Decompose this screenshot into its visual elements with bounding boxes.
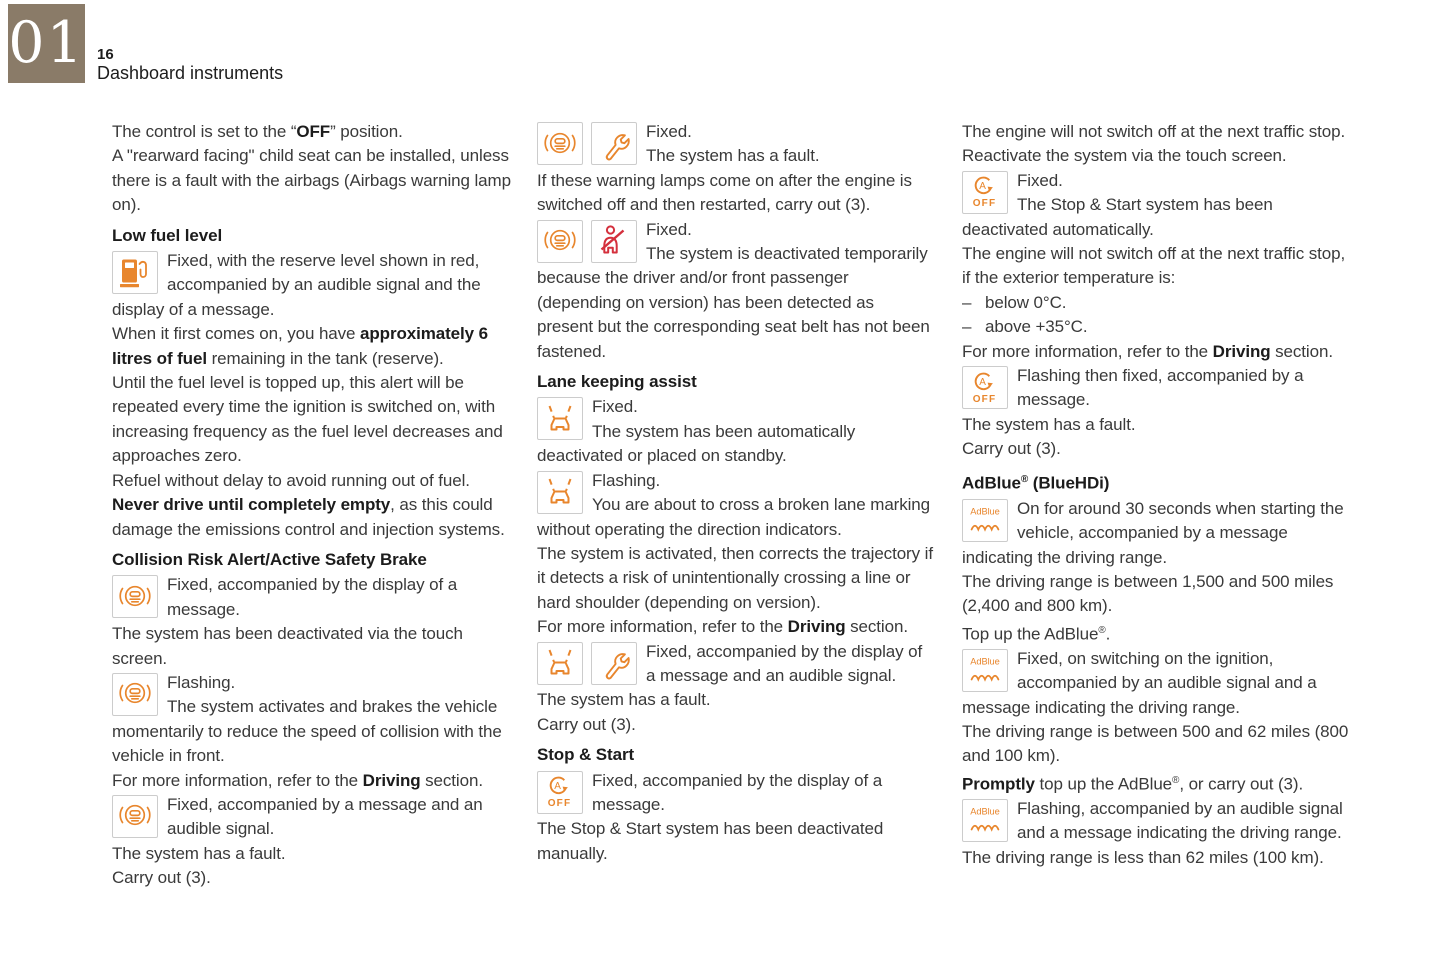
- paragraph: [112, 769, 516, 793]
- text-run: above +35°C.: [985, 317, 1088, 337]
- text-run: Carry out (3).: [112, 868, 211, 888]
- list-item: [962, 291, 1353, 315]
- seatbelt-icon: [591, 220, 637, 263]
- text-run: The driving range is between 1,500 and 500 miles (2,400 and 800 km).: [962, 571, 1334, 616]
- text-run: The Stop & Start system has been deactivated automatically.: [962, 195, 1273, 239]
- text-run: For more information, refer to the: [112, 770, 363, 790]
- paragraph: [112, 573, 516, 622]
- text-run: The Stop & Start system has been deactivated manually.: [537, 819, 884, 863]
- text-run: ®: [1020, 473, 1029, 485]
- warning-lamp-entry: [537, 469, 933, 542]
- paragraph: [112, 144, 516, 217]
- text-run: The engine will not switch off at the next traffic stop.: [962, 122, 1346, 141]
- text-run: On for around 30 seconds when starting the vehicle, accompanied by a message indicating the driving range.: [962, 498, 1344, 567]
- text-run: Fixed, on switching on the ignition, accompanied by an audible signal and a message indicating the driving range.: [962, 648, 1317, 717]
- warning-lamp-entry: [537, 120, 933, 169]
- warning-lamp-icons: [112, 575, 158, 618]
- paragraph: [537, 542, 933, 615]
- text-run: Fixed.: [1017, 170, 1063, 190]
- stop-start-off-label: OFF: [547, 798, 572, 810]
- paragraph: [112, 469, 516, 493]
- text-column: [112, 120, 516, 891]
- chapter-number: 01: [8, 10, 85, 76]
- text-run: below 0°C.: [985, 292, 1067, 312]
- text-column: [962, 120, 1353, 870]
- text-run: The system has been automatically deactivated or placed on standby.: [537, 421, 856, 466]
- text-run: , as this could damage the emissions control and injection systems.: [112, 495, 505, 539]
- paragraph: [962, 769, 1353, 797]
- warning-lamp-icons: [537, 471, 583, 514]
- paragraph: [962, 144, 1353, 168]
- chapter-number-box: [8, 4, 85, 83]
- section-heading: [537, 743, 933, 767]
- text-run: Top up the AdBlue: [962, 624, 1099, 644]
- section-heading: [962, 468, 1353, 496]
- warning-lamp-entry: [537, 769, 933, 818]
- text-run: Until the fuel level is topped up, this alert will be repeated every time the ignition is switched on, with increasing frequency as the fuel level decreases and approaches zero.: [112, 373, 503, 466]
- lane-assist-icon: [537, 397, 583, 440]
- warning-lamp-entry: [962, 497, 1353, 570]
- paragraph: [962, 242, 1353, 291]
- text-run: Lane keeping assist: [537, 372, 697, 392]
- paragraph: [537, 169, 933, 218]
- text-run: If these warning lamps come on after the engine is switched off and then restarted, carry out (3).: [537, 170, 912, 215]
- text-run: Driving: [1212, 341, 1271, 361]
- text-column: [537, 120, 933, 866]
- text-run: Never drive until completely empty: [112, 495, 391, 515]
- paragraph: [112, 322, 516, 371]
- warning-lamp-icons: [112, 251, 158, 294]
- paragraph: [962, 120, 1353, 144]
- warning-lamp-entry: [112, 249, 516, 322]
- warning-lamp-icons: [962, 799, 1008, 842]
- text-run: The system has a fault.: [112, 843, 286, 863]
- paragraph: [962, 340, 1353, 364]
- text-run: Fixed.: [646, 219, 692, 239]
- text-run: Stop & Start: [537, 745, 635, 765]
- text-run: section.: [845, 617, 908, 637]
- paragraph: [962, 570, 1353, 619]
- paragraph: [112, 120, 516, 144]
- stop-start-off-label: OFF: [972, 198, 997, 210]
- paragraph: [112, 622, 516, 671]
- text-run: Fixed.: [646, 122, 692, 141]
- adblue-label: AdBlue: [970, 656, 1000, 667]
- paragraph: [537, 817, 933, 866]
- warning-lamp-icons: [112, 673, 158, 716]
- paragraph: [962, 619, 1353, 647]
- lane-assist-icon: [537, 642, 583, 685]
- warning-lamp-entry: [962, 647, 1353, 720]
- warning-lamp-entry: [537, 640, 933, 689]
- warning-lamp-icons: [962, 171, 1008, 214]
- warning-lamp-entry: [112, 793, 516, 842]
- text-run: A "rearward facing" child seat can be installed, unless there is a fault with the airbags (Airbags warning lamp on).: [112, 146, 511, 215]
- warning-lamp-icons: [537, 642, 637, 685]
- text-run: Collision Risk Alert/Active Safety Brake: [112, 549, 427, 569]
- text-run: Refuel without delay to avoid running out of fuel.: [112, 470, 470, 490]
- paragraph: [537, 769, 933, 818]
- text-run: , or carry out (3).: [1179, 774, 1304, 794]
- text-run: The engine will not switch off at the next traffic stop, if the exterior temperature is:: [962, 244, 1346, 288]
- text-run: You are about to cross a broken lane marking without operating the direction indicators.: [537, 495, 931, 539]
- paragraph: [537, 615, 933, 639]
- text-run: .: [1105, 624, 1111, 644]
- text-run: Low fuel level: [112, 225, 223, 245]
- text-run: AdBlue: [962, 473, 1021, 493]
- paragraph: [962, 497, 1353, 570]
- text-run: The control is set to the “: [112, 122, 297, 141]
- paragraph: [537, 469, 933, 493]
- text-run: Driving: [362, 770, 421, 790]
- paragraph: [537, 395, 933, 419]
- paragraph: [112, 249, 516, 322]
- paragraph: [962, 413, 1353, 437]
- paragraph: [962, 193, 1353, 242]
- paragraph: [962, 364, 1353, 413]
- warning-lamp-entry: [112, 573, 516, 622]
- text-run: Fixed, accompanied by the display of a message.: [592, 770, 883, 814]
- collision-risk-icon: [537, 220, 583, 263]
- adblue-label: AdBlue: [970, 806, 1000, 817]
- section-heading: [537, 370, 933, 394]
- text-run: Flashing, accompanied by an audible signal and a message indicating the driving range.: [1017, 798, 1343, 843]
- list-item: [962, 315, 1353, 339]
- stop-start-letter: A: [979, 181, 986, 193]
- warning-lamp-icons: [537, 122, 637, 165]
- text-run: Fixed.: [592, 397, 638, 417]
- section-heading: [112, 548, 516, 572]
- adblue-label: AdBlue: [970, 506, 1000, 517]
- paragraph: [112, 671, 516, 695]
- text-run: The system has a fault.: [962, 414, 1136, 434]
- adblue-icon: [962, 649, 1008, 692]
- text-run: Fixed, accompanied by the display of a message and an audible signal.: [646, 641, 923, 685]
- paragraph: [962, 797, 1353, 846]
- paragraph: [537, 713, 933, 737]
- paragraph: [537, 493, 933, 542]
- page-number: 16: [97, 46, 114, 63]
- text-run: ®: [1172, 774, 1180, 786]
- text-run: section.: [1270, 341, 1333, 361]
- text-run: The system has a fault.: [537, 690, 711, 710]
- text-run: For more information, refer to the: [962, 341, 1213, 361]
- paragraph: [537, 420, 933, 469]
- warning-lamp-icons: [537, 771, 583, 814]
- lane-assist-icon: [537, 471, 583, 514]
- text-run: Fixed, with the reserve level shown in red, accompanied by an audible signal and the display of a message.: [112, 251, 481, 319]
- text-run: remaining in the tank (reserve).: [206, 348, 444, 368]
- text-run: The driving range is between 500 and 62 miles (800 and 100 km).: [962, 722, 1349, 766]
- text-run: The driving range is less than 62 miles (100 km).: [962, 847, 1324, 867]
- page-title: Dashboard instruments: [97, 63, 284, 83]
- stop-start-off-label: OFF: [972, 393, 997, 405]
- text-run: section.: [420, 770, 483, 790]
- collision-risk-icon: [112, 795, 158, 838]
- stop-start-off-icon: [537, 771, 583, 814]
- text-run: The system activates and brakes the vehicle momentarily to reduce the speed of collision with the vehicle in front.: [112, 697, 502, 766]
- warning-lamp-entry: [962, 169, 1353, 242]
- text-run: Driving: [787, 617, 846, 637]
- text-run: For more information, refer to the: [537, 617, 788, 637]
- list-dash: –: [962, 292, 972, 312]
- text-run: The system has been deactivated via the touch screen.: [112, 624, 463, 668]
- stop-start-letter: A: [979, 376, 986, 388]
- wrench-icon: [591, 642, 637, 685]
- text-run: Flashing then fixed, accompanied by a message.: [1017, 366, 1304, 410]
- adblue-icon: [962, 499, 1008, 542]
- text-run: The system has a fault.: [646, 146, 820, 166]
- stop-start-off-icon: [962, 366, 1008, 409]
- warning-lamp-entry: [537, 395, 933, 468]
- wrench-icon: [591, 122, 637, 165]
- warning-lamp-entry: [112, 671, 516, 769]
- warning-lamp-icons: [962, 499, 1008, 542]
- paragraph: [112, 371, 516, 469]
- text-run: Carry out (3).: [537, 714, 636, 734]
- list-dash: –: [962, 317, 972, 337]
- text-run: ” position.: [330, 122, 403, 141]
- warning-lamp-icons: [537, 397, 583, 440]
- text-run: Reactivate the system via the touch screen.: [962, 146, 1287, 166]
- text-run: Fixed, accompanied by a message and an audible signal.: [167, 794, 483, 839]
- paragraph: [962, 647, 1353, 720]
- warning-lamp-icons: [537, 220, 637, 263]
- text-run: Flashing.: [167, 672, 236, 692]
- paragraph: [962, 169, 1353, 193]
- warning-lamp-icons: [962, 366, 1008, 409]
- warning-lamp-entry: [962, 797, 1353, 846]
- paragraph: [112, 793, 516, 842]
- paragraph: [537, 688, 933, 712]
- text-run: ®: [1098, 624, 1106, 636]
- text-run: Flashing.: [592, 470, 661, 490]
- text-run: The system is activated, then corrects the trajectory if it detects a risk of unintentionally crossing a line or hard shoulder (depending on version).: [537, 543, 933, 612]
- stop-start-letter: A: [554, 781, 561, 793]
- paragraph: [962, 846, 1353, 870]
- text-run: approximately 6 litres of fuel: [112, 324, 488, 368]
- collision-risk-icon: [112, 575, 158, 618]
- fuel-pump-icon: [112, 251, 158, 294]
- text-run: OFF: [296, 122, 331, 141]
- paragraph: [112, 493, 516, 542]
- paragraph: [962, 720, 1353, 769]
- paragraph: [112, 866, 516, 890]
- text-run: Promptly: [962, 774, 1035, 794]
- warning-lamp-entry: [962, 364, 1353, 413]
- text-run: top up the AdBlue: [1034, 774, 1173, 794]
- text-run: Fixed, accompanied by the display of a message.: [167, 575, 458, 619]
- text-run: When it first comes on, you have: [112, 324, 361, 344]
- text-run: The system is deactivated temporarily because the driver and/or front passenger (depending on version) has been detected as present but the corresponding seat belt has not been fastened.: [537, 244, 930, 361]
- stop-start-off-icon: [962, 171, 1008, 214]
- paragraph: [112, 695, 516, 768]
- warning-lamp-icons: [112, 795, 158, 838]
- section-heading: [112, 224, 516, 248]
- warning-lamp-entry: [537, 218, 933, 364]
- paragraph: [962, 437, 1353, 461]
- collision-risk-icon: [112, 673, 158, 716]
- collision-risk-icon: [537, 122, 583, 165]
- text-run: (BlueHDi): [1028, 473, 1110, 493]
- adblue-icon: [962, 799, 1008, 842]
- text-run: Carry out (3).: [962, 439, 1061, 459]
- paragraph: [112, 842, 516, 866]
- warning-lamp-icons: [962, 649, 1008, 692]
